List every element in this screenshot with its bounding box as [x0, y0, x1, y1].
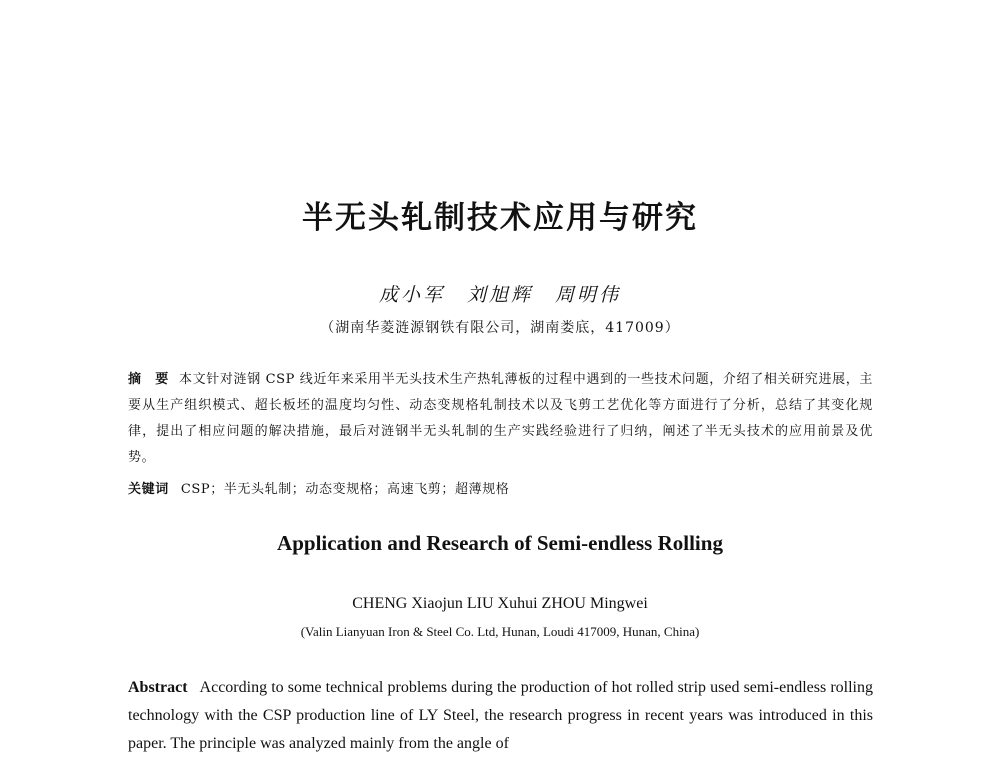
- chinese-keywords-text: CSP；半无头轧制；动态变规格；高速飞剪；超薄规格: [180, 482, 510, 497]
- chinese-keywords-label: 关键词: [128, 482, 169, 497]
- english-abstract-text: According to some technical problems during the production of hot rolled strip used semi-endless rolling technology with the CSP production line of LY Steel, the research progress in recent years was introduced in this paper. The principle was analyzed mainly from the angle of: [128, 679, 873, 752]
- chinese-title: 半无头轧制技术应用与研究: [302, 200, 698, 236]
- chinese-authors: 成小军 刘旭辉 周明伟: [378, 284, 621, 306]
- english-title: Application and Research of Semi-endless Rolling: [277, 531, 723, 555]
- chinese-abstract-text: 本文针对涟钢 CSP 线近年来采用半无头技术生产热轧薄板的过程中遇到的一些技术问题，介绍了相关研究进展，主要从生产组织模式、超长板坯的温度均匀性、动态变规格轧制技术以及飞剪工艺优化等方面进行了分析，总结了其变化规律，提出了相应问题的解决措施，最后对涟钢半无头轧制的生产实践经验进行了归纳，阐述了半无头技术的应用前景及优势。: [128, 372, 873, 465]
- chinese-affiliation: （湖南华菱涟源钢铁有限公司，湖南娄底，417009）: [320, 320, 680, 336]
- chinese-abstract-label: 摘 要: [128, 372, 169, 387]
- english-affiliation: (Valin Lianyuan Iron & Steel Co. Ltd, Hunan, Loudi 417009, Hunan, China): [300, 624, 700, 639]
- english-authors: CHENG Xiaojun LIU Xuhui ZHOU Mingwei: [352, 595, 648, 612]
- english-abstract: [128, 674, 873, 758]
- chinese-abstract: [128, 367, 873, 471]
- chinese-keywords: [128, 478, 873, 497]
- english-abstract-label: Abstract: [128, 679, 188, 696]
